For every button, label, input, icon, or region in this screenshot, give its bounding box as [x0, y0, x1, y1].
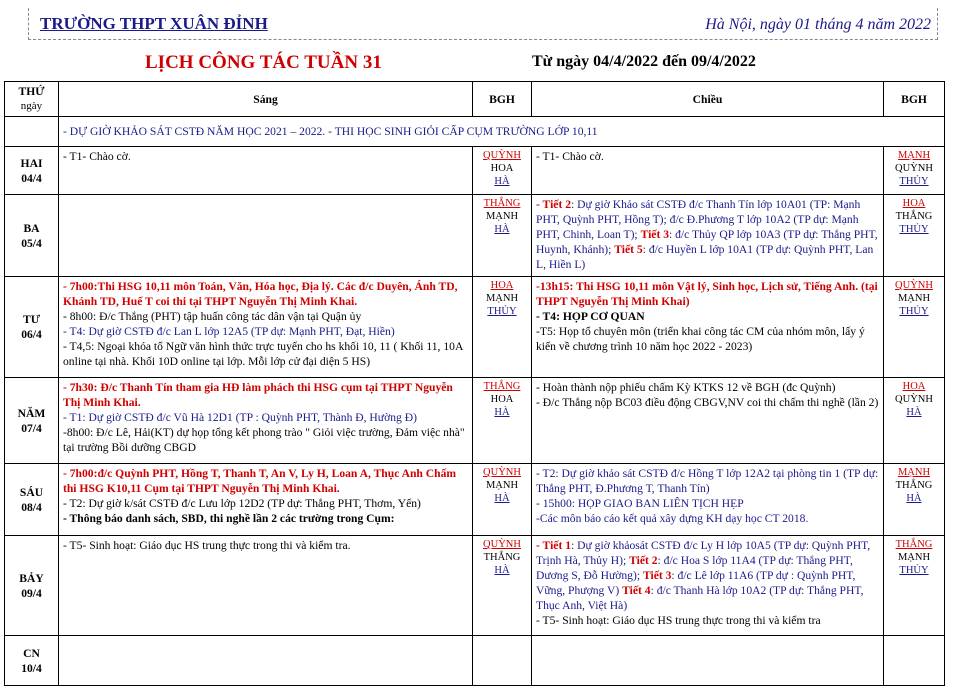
bgh-afternoon-cell	[884, 636, 945, 686]
day-cell: NĂM 07/4	[5, 378, 59, 464]
header-row	[5, 82, 945, 117]
bgh-morning-cell: THẮNG MẠNH HÀ	[473, 195, 532, 277]
afternoon-cell: - T2: Dự giờ khảo sát CSTĐ đ/c Hồng T lớp 12A2 tại phòng tin 1 (TP dự: Thắng PHT, Đ.Phương T, Thanh Tín) - 15h00: HỌP GIAO BAN LIÊN TỊCH HẸP -Các môn báo cáo kết quả xây dựng KH dạy học CT 2018.	[532, 464, 884, 536]
col-day: THỨ ngày	[5, 82, 59, 117]
morning-cell: - 7h30: Đ/c Thanh Tín tham gia HĐ làm phách thi HSG cụm tại THPT Nguyễn Thị Minh Khai. - T1: Dự giờ CSTĐ đ/c Vũ Hà 12D1 (TP : Quỳnh PHT, Thành Đ, Hường Đ) -8h00: Đ/c Lê, Hải(KT) dự họp tổng kết phong trào " Giỏi việc trường, Đảm việc nhà" tại trường Bồi dưỡng CBGD	[59, 378, 473, 464]
page-title: LỊCH CÔNG TÁC TUẦN 31	[145, 52, 382, 73]
afternoon-cell: - T1- Chào cờ.	[532, 147, 884, 195]
notice-blank	[5, 117, 59, 147]
morning-cell	[59, 195, 473, 277]
afternoon-cell: - Tiết 2: Dự giờ Khảo sát CSTĐ đ/c Thanh Tín lớp 10A01 (TP: Mạnh PHT, Quỳnh PHT, Hồng T); đ/c Đ.Phương T lớp 10A2 (TP dự: Mạnh PHT, Chinh, Loan T); Tiết 3: đ/c Thủy QP lớp 10A3 (TP dự: Thắng PHT, Huynh, Khánh); Tiết 5: đ/c Huyền L lớp 10A1 (TP dự: Quỳnh PHT, Lan L, Hiền L)	[532, 195, 884, 277]
issue-date: Hà Nội, ngày 01 tháng 4 năm 2022	[705, 16, 931, 33]
afternoon-cell: - Tiết 1: Dự giờ khảosát CSTĐ đ/c Ly H lớp 10A5 (TP dự: Quỳnh PHT, Trịnh Hà, Thủy H); Tiết 2: đ/c Hoa S lớp 11A4 (TP dự: Thắng PHT, Dương S, Đỗ Hường); Tiết 3: đ/c Lê lớp 11A6 (TP dự : Quỳnh PHT, Vững, Phượng V) Tiết 4: đ/c Thanh Hà lớp 10A2 (TP dự: Thắng PHT, Thục Anh, Việt Hà) - T5- Sinh hoạt: Giáo dục HS trung thực trong thi và kiểm tra	[532, 536, 884, 636]
bgh-morning-cell: QUỲNH MẠNH HÀ	[473, 464, 532, 536]
morning-cell: - 7h00:đ/c Quỳnh PHT, Hồng T, Thanh T, An V, Ly H, Loan A, Thục Anh Chấm thi HSG K10,11 Cụm tại THPT Nguyễn Thị Minh Khai. - T2: Dự giờ k/sát CSTĐ đ/c Lưu lớp 12D2 (TP dự: Thắng PHT, Thơm, Yến) - Thông báo danh sách, SBD, thi nghề lần 2 các trường trong Cụm:	[59, 464, 473, 536]
day-cell: TƯ 06/4	[5, 277, 59, 378]
bgh-morning-cell	[473, 636, 532, 686]
school-name: TRƯỜNG THPT XUÂN ĐỈNH	[40, 14, 268, 33]
col-afternoon: Chiều	[532, 82, 884, 117]
bgh-morning-cell: QUỲNH THẮNG HÀ	[473, 536, 532, 636]
bgh-afternoon-cell: HOA QUỲNH HÀ	[884, 378, 945, 464]
col-bgh-afternoon: BGH	[884, 82, 945, 117]
morning-cell: - 7h00:Thi HSG 10,11 môn Toán, Văn, Hóa học, Địa lý. Các đ/c Duyên, Ánh TD, Khánh TD, Huế T coi thi tại THPT Nguyễn Thị Minh Khai. - 8h00: Đ/c Thắng (PHT) tập huấn công tác dân vận tại Quận ủy - T4: Dự giờ CSTĐ đ/c Lan L lớp 12A5 (TP dự: Mạnh PHT, Đạt, Hiền) - T4,5: Ngoại khóa tổ Ngữ văn hình thức trực tuyến cho hs khối 10, 11 ( Khối 11, 10A online tại nhà. Khối 10D online tại lớp. Mỗi lớp cử đại diện 5 HS)	[59, 277, 473, 378]
col-morning: Sáng	[59, 82, 473, 117]
header-right-dash	[937, 8, 938, 40]
afternoon-cell: -13h15: Thi HSG 10,11 môn Vật lý, Sinh học, Lịch sử, Tiếng Anh. (tại THPT Nguyễn Thị Minh Khai) - T4: HỌP CƠ QUAN -T5: Họp tổ chuyên môn (triển khai công tác CM của nhóm môn, lấy ý kiến về chương trình 10 năm học 2022 - 2023)	[532, 277, 884, 378]
morning-cell: - T5- Sinh hoạt: Giáo dục HS trung thực trong thi và kiểm tra.	[59, 536, 473, 636]
day-cell: BA 05/4	[5, 195, 59, 277]
afternoon-cell: - Hoàn thành nộp phiếu chấm Kỳ KTKS 12 về BGH (đc Quỳnh) - Đ/c Thắng nộp BC03 điều động CBGV,NV coi thi chấm thi nghề (lần 2)	[532, 378, 884, 464]
notice-row	[5, 117, 945, 147]
day-cell: BẢY 09/4	[5, 536, 59, 636]
header-divider	[28, 39, 938, 40]
day-cell: CN 10/4	[5, 636, 59, 686]
col-bgh-morning: BGH	[473, 82, 532, 117]
bgh-afternoon-cell: QUỲNH MẠNH THỦY	[884, 277, 945, 378]
row-thursday	[5, 378, 945, 464]
morning-cell: - T1- Chào cờ.	[59, 147, 473, 195]
bgh-afternoon-cell: THẮNG MẠNH THỦY	[884, 536, 945, 636]
afternoon-cell	[532, 636, 884, 686]
schedule-table	[4, 81, 945, 686]
notice-text: - DỰ GIỜ KHẢO SÁT CSTĐ NĂM HỌC 2021 – 2022. - THI HỌC SINH GIỎI CẤP CỤM TRƯỜNG LỚP 10,11	[59, 117, 945, 147]
bgh-afternoon-cell: HOA THẮNG THỦY	[884, 195, 945, 277]
bgh-afternoon-cell: MẠNH THẮNG HÀ	[884, 464, 945, 536]
bgh-morning-cell: HOA MẠNH THỦY	[473, 277, 532, 378]
row-monday	[5, 147, 945, 195]
morning-cell	[59, 636, 473, 686]
day-cell: SÁU 08/4	[5, 464, 59, 536]
row-sunday	[5, 636, 945, 686]
bgh-afternoon-cell: MẠNH QUỲNH THỦY	[884, 147, 945, 195]
bgh-morning-cell: THẮNG HOA HÀ	[473, 378, 532, 464]
row-wednesday	[5, 277, 945, 378]
header-left-dash	[28, 8, 29, 40]
row-tuesday	[5, 195, 945, 277]
day-cell: HAI 04/4	[5, 147, 59, 195]
row-friday	[5, 464, 945, 536]
date-range: Từ ngày 04/4/2022 đến 09/4/2022	[532, 53, 756, 70]
bgh-morning-cell: QUỲNH HOA HÀ	[473, 147, 532, 195]
row-saturday	[5, 536, 945, 636]
